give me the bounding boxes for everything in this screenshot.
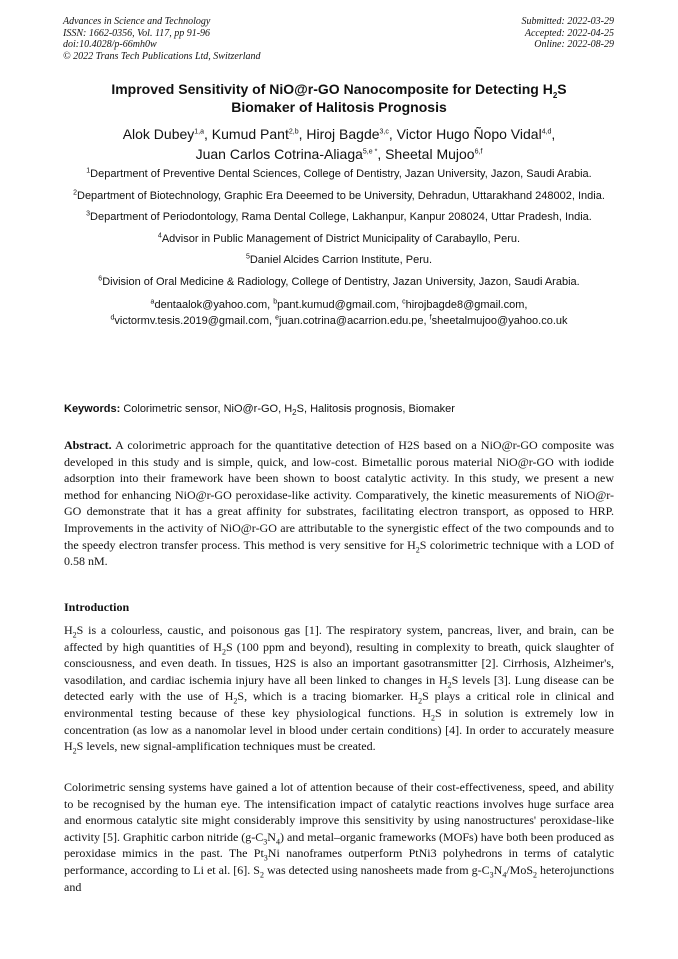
paper-title — [40, 80, 638, 116]
author-name: Hiroj Bagde — [306, 126, 380, 142]
online-date: Online: 2022-08-29 — [534, 39, 614, 51]
abstract-text: A colorimetric approach for the quantitative detection of H2S based on a NiO@r-GO composite was developed in this study and is simple, quick, and low-cost. Bimetallic porous material NiO@r-GO with iodide adsorption into their framework have been shown to boost catalytic activity. In this study, we present a new method for enhancing NiO@r-GO peroxidase-like activity. Comparatively, the kinetic measurements of NiO@r-GO demonstrate that it has a great affinity for substrates, facilitating electron transport, as opposed to HRP. Improvements in the activity of NiO@r-GO are attributable to the synergistic effect of the two compounds and to the speedy electron transfer process. This method is very sensitive for H — [64, 438, 615, 552]
abstract-label: Abstract. — [64, 438, 112, 452]
title-line-1: Improved Sensitivity of NiO@r-GO Nanocomposite for Detecting $H_2S$ — [111, 81, 567, 100]
email-link[interactable]: hirojbagde8@gmail.com — [405, 299, 525, 311]
email-link[interactable]: sheetalmujoo@yahoo.co.uk — [431, 314, 568, 327]
author-name: Sheetal Mujoo — [385, 146, 475, 162]
copyright-line: © 2022 Trans Tech Publications Ltd, Switzerland — [63, 50, 261, 62]
submitted-date: Submitted: 2022-03-29 — [521, 16, 614, 27]
email-list: $^a$dentaalok@yahoo.com, $^b$pant.kumud@gmail.com, $^c$hirojbagde8@gmail.com, $^d$victormv.tesis.2019@gmail.com, $^e$juan.cotrina@acarrion.edu.pe, $^f$sheetalmujoo@yahoo.co.uk — [110, 298, 568, 327]
email-link[interactable]: victormv.tesis.2019@gmail.com — [114, 314, 269, 327]
section-heading-introduction: Introduction — [64, 600, 130, 614]
issn-line: ISSN: 1662-0356, Vol. 117, pp 91-96 — [63, 27, 211, 39]
abstract: Abstract. A colorimetric approach for the quantitative detection of H2S based on a NiO@r-GO composite was developed in this study and is simple, quick, and low-cost. Bimetallic porous material NiO@r-GO with iodide adsorption into their framework have been shown to boost catalytic activity. In this study, we present a new method for enhancing NiO@r-GO peroxidase-like activity. Comparatively, the kinetic measurements of NiO@r-GO demonstrate that it has a great affinity for substrates, facilitating electron transport, as opposed to HRP. Improvements in the activity of NiO@r-GO are attributable to the synergistic effect of the two compounds and to the speedy electron transfer process. This method is very sensitive for $H_2S$ colorimetric technique with a LOD of 0.58 nM. — [64, 438, 615, 569]
journal-header-left — [63, 16, 261, 62]
affiliation: $^5$Daniel Alcides Carrion Institute, Peru. — [245, 253, 433, 266]
affiliation: $^3$Department of Periodontology, Rama Dental College, Lakhanpur, Kanpur 208024, Uttar Pradesh, India. — [86, 210, 592, 223]
keywords-line: Keywords: Colorimetric sensor, NiO@r-GO, $H_2S$, Halitosis prognosis, Biomaker — [64, 403, 455, 418]
accepted-date: Accepted: 2022-04-25 — [524, 27, 614, 39]
author-name: Alok Dubey — [122, 126, 195, 142]
affiliations — [60, 167, 618, 329]
author-name: Juan Carlos Cotrina-Aliaga — [195, 146, 363, 162]
email-link[interactable]: pant.kumud@gmail.com — [277, 299, 396, 311]
keywords-label: Keywords: — [64, 403, 121, 415]
title-line-2: Biomaker of Halitosis Prognosis — [231, 99, 447, 115]
doi-line: doi:10.4028/p-66mh0w — [63, 39, 157, 51]
affiliation: $^2$Department of Biotechnology, Graphic Era Deeemed to be University, Dehradun, Uttarakhand 248002, India. — [73, 188, 605, 202]
affiliation: $^6$Division of Oral Medicine & Radiology, College of Dentistry, Jazan University, Jazon, Saudi Arabia. — [98, 274, 580, 288]
email-link[interactable]: juan.cotrina@acarrion.edu.pe — [279, 314, 424, 327]
author-list: Alok Dubey$^{1,a}$, Kumud Pant$^{2,b}$, Hiroj Bagde$^{3,c}$, Victor Hugo Ñopo Vidal$^{4,d}$, Juan Carlos Cotrina-Aliaga$^{5,e *}$, Sheetal Mujoo$^{6,f}$ — [122, 126, 556, 162]
author-name: Kumud Pant — [211, 126, 289, 142]
affiliation: $^1$Department of Preventive Dental Sciences, College of Dentistry, Jazan University, Jazon, Saudi Arabia. — [86, 167, 592, 180]
email-link[interactable]: dentaalok@yahoo.com — [154, 299, 268, 311]
journal-name: Advances in Science and Technology — [63, 16, 211, 27]
introduction-paragraph-1: $H_2S$ is a colourless, caustic, and poisonous gas [1]. The respiratory system, pancreas, liver, and brain, can be affected by high quantities of $H_2S$ (100 ppm and beyond), resulting in complexity to breath, quick slaughter of consciousness, and even death. In tissues, H2S is also an important gasotransmitter [2]. Cirrhosis, Alzheimer's, vasodilation, and cardiac ischemia injury have all been linked to changes in $H_2S$ levels [3]. Lung disease can be detected early with the use of $H_2S$, which is a tracing biomarker. $H_2S$ plays a critical role in clinical and environmental testing because of these key physiological functions. $H_2S$ in solution is extremely low in concentration (as low as a nanomolar level in blood under certain conditions) [4]. In order to accurately measure $H_2S$ levels, new signal-amplification techniques must be created. — [64, 623, 614, 756]
introduction-paragraph-2: Colorimetric sensing systems have gained a lot of attention because of their cost-effectiveness, speed, and ability to be recognised by the human eye. The intensification impact of catalytic reactions involves huge surface area and enormous catalytic site might considerably improve this sensitivity by using nanostructures' peroxidase-like activity [5]. Graphitic carbon nitride $(g-C_3N_4)$ and metal–organic frameworks (MOFs) have both been produced as peroxidase mimics in the past. The $Pt_3Ni$ nanoframes outperform PtNi3 polyhedrons in terms of catalytic performance, according to Li et al. [6]. $S_2$ was detected using nanosheets made from $g-C_3N_4/MoS_2$ heterojunctions and — [64, 780, 615, 894]
affiliation: $^4$Advisor in Public Management of District Municipality of Carabayllo, Peru. — [157, 231, 521, 245]
journal-header-right — [522, 16, 615, 51]
author-name: Victor Hugo Ñopo Vidal — [396, 126, 542, 142]
